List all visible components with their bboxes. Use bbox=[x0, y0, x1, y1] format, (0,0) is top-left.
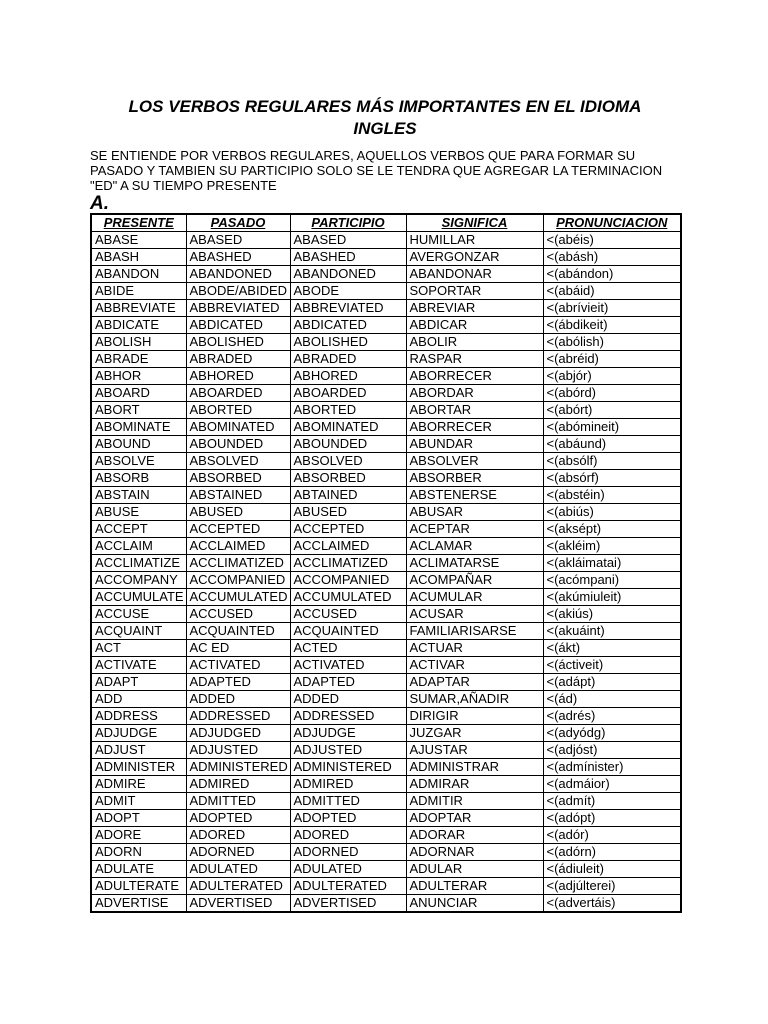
table-row bbox=[91, 538, 681, 555]
cell-pronunciacion: <(abáid) bbox=[543, 283, 681, 300]
cell-presente: ACCLIMATIZE bbox=[91, 555, 186, 572]
cell-participio: ABOLISHED bbox=[290, 334, 406, 351]
cell-pasado: ABOLISHED bbox=[186, 334, 290, 351]
cell-presente: ADMIT bbox=[91, 793, 186, 810]
cell-pronunciacion: <(abásh) bbox=[543, 249, 681, 266]
cell-pronunciacion: <(adyódg) bbox=[543, 725, 681, 742]
cell-participio: ABRADED bbox=[290, 351, 406, 368]
cell-pasado: ABORTED bbox=[186, 402, 290, 419]
cell-pronunciacion: <(adjúlterei) bbox=[543, 878, 681, 895]
cell-pronunciacion: <(ád) bbox=[543, 691, 681, 708]
cell-significa: ACLIMATARSE bbox=[406, 555, 543, 572]
cell-pasado: ABSOLVED bbox=[186, 453, 290, 470]
cell-pasado: ADULATED bbox=[186, 861, 290, 878]
cell-participio: ADMINISTERED bbox=[290, 759, 406, 776]
cell-pasado: ADORED bbox=[186, 827, 290, 844]
cell-presente: ABSORB bbox=[91, 470, 186, 487]
cell-presente: ABASH bbox=[91, 249, 186, 266]
cell-participio: ABODE bbox=[290, 283, 406, 300]
cell-significa: RASPAR bbox=[406, 351, 543, 368]
cell-presente: ACCOMPANY bbox=[91, 572, 186, 589]
cell-pasado: ABOUNDED bbox=[186, 436, 290, 453]
cell-significa: ACUSAR bbox=[406, 606, 543, 623]
cell-presente: ABOMINATE bbox=[91, 419, 186, 436]
cell-significa: FAMILIARISARSE bbox=[406, 623, 543, 640]
cell-presente: ADVERTISE bbox=[91, 895, 186, 913]
cell-significa: SUMAR,AÑADIR bbox=[406, 691, 543, 708]
cell-significa: ADMIRAR bbox=[406, 776, 543, 793]
cell-presente: ABOARD bbox=[91, 385, 186, 402]
cell-pasado: ADDED bbox=[186, 691, 290, 708]
cell-pronunciacion: <(absórf) bbox=[543, 470, 681, 487]
cell-participio: ABUSED bbox=[290, 504, 406, 521]
cell-significa: ACTIVAR bbox=[406, 657, 543, 674]
cell-participio: ABORTED bbox=[290, 402, 406, 419]
cell-presente: ADJUDGE bbox=[91, 725, 186, 742]
table-row bbox=[91, 436, 681, 453]
cell-significa: ABSORBER bbox=[406, 470, 543, 487]
cell-significa: ADMITIR bbox=[406, 793, 543, 810]
table-row bbox=[91, 232, 681, 249]
table-row bbox=[91, 708, 681, 725]
cell-pronunciacion: <(áctiveit) bbox=[543, 657, 681, 674]
cell-presente: ACCLAIM bbox=[91, 538, 186, 555]
cell-pasado: ABOARDED bbox=[186, 385, 290, 402]
cell-participio: ADJUSTED bbox=[290, 742, 406, 759]
cell-significa: ADMINISTRAR bbox=[406, 759, 543, 776]
cell-pasado: ACCLAIMED bbox=[186, 538, 290, 555]
cell-presente: ADORE bbox=[91, 827, 186, 844]
cell-pronunciacion: <(adópt) bbox=[543, 810, 681, 827]
cell-pronunciacion: <(acómpani) bbox=[543, 572, 681, 589]
cell-pasado: AC ED bbox=[186, 640, 290, 657]
cell-presente: ABSOLVE bbox=[91, 453, 186, 470]
column-header-participio: PARTICIPIO bbox=[290, 214, 406, 232]
cell-presente: ABASE bbox=[91, 232, 186, 249]
table-row bbox=[91, 572, 681, 589]
cell-pasado: ABANDONED bbox=[186, 266, 290, 283]
cell-significa: ABSOLVER bbox=[406, 453, 543, 470]
table-row bbox=[91, 810, 681, 827]
cell-pronunciacion: <(abórt) bbox=[543, 402, 681, 419]
cell-significa: ABORDAR bbox=[406, 385, 543, 402]
cell-significa: ADORNAR bbox=[406, 844, 543, 861]
cell-pronunciacion: <(abólish) bbox=[543, 334, 681, 351]
cell-presente: ADMINISTER bbox=[91, 759, 186, 776]
cell-presente: ADULTERATE bbox=[91, 878, 186, 895]
cell-pasado: ACCLIMATIZED bbox=[186, 555, 290, 572]
cell-participio: ABANDONED bbox=[290, 266, 406, 283]
column-header-presente: PRESENTE bbox=[91, 214, 186, 232]
cell-participio: ABHORED bbox=[290, 368, 406, 385]
cell-pasado: ACCOMPANIED bbox=[186, 572, 290, 589]
table-row bbox=[91, 589, 681, 606]
cell-participio: ADULATED bbox=[290, 861, 406, 878]
cell-participio: ABOMINATED bbox=[290, 419, 406, 436]
cell-pasado: ABASED bbox=[186, 232, 290, 249]
cell-presente: ABOUND bbox=[91, 436, 186, 453]
cell-participio: ACQUAINTED bbox=[290, 623, 406, 640]
table-row bbox=[91, 521, 681, 538]
table-row bbox=[91, 351, 681, 368]
table-row bbox=[91, 725, 681, 742]
cell-significa: ADOPTAR bbox=[406, 810, 543, 827]
cell-significa: ABDICAR bbox=[406, 317, 543, 334]
document-title bbox=[90, 96, 680, 140]
cell-participio: ACCUMULATED bbox=[290, 589, 406, 606]
table-row bbox=[91, 317, 681, 334]
cell-participio: ADULTERATED bbox=[290, 878, 406, 895]
table-row bbox=[91, 368, 681, 385]
cell-presente: ADMIRE bbox=[91, 776, 186, 793]
cell-significa: JUZGAR bbox=[406, 725, 543, 742]
cell-participio: ADJUDGE bbox=[290, 725, 406, 742]
cell-presente: ADORN bbox=[91, 844, 186, 861]
cell-pasado: ADVERTISED bbox=[186, 895, 290, 913]
cell-pasado: ABASHED bbox=[186, 249, 290, 266]
cell-pronunciacion: <(abándon) bbox=[543, 266, 681, 283]
cell-presente: ACTIVATE bbox=[91, 657, 186, 674]
cell-significa: AJUSTAR bbox=[406, 742, 543, 759]
cell-significa: ABORRECER bbox=[406, 419, 543, 436]
cell-presente: ACCUSE bbox=[91, 606, 186, 623]
cell-presente: ACCUMULATE bbox=[91, 589, 186, 606]
table-row bbox=[91, 300, 681, 317]
cell-significa: ABUNDAR bbox=[406, 436, 543, 453]
cell-pronunciacion: <(akléim) bbox=[543, 538, 681, 555]
cell-participio: ABSORBED bbox=[290, 470, 406, 487]
table-row bbox=[91, 776, 681, 793]
cell-significa: DIRIGIR bbox=[406, 708, 543, 725]
cell-significa: ADULTERAR bbox=[406, 878, 543, 895]
document-page bbox=[90, 96, 680, 913]
cell-significa: ACUMULAR bbox=[406, 589, 543, 606]
cell-pasado: ACQUAINTED bbox=[186, 623, 290, 640]
cell-presente: ABIDE bbox=[91, 283, 186, 300]
cell-pasado: ADJUDGED bbox=[186, 725, 290, 742]
section-letter: A. bbox=[90, 193, 109, 214]
table-row bbox=[91, 419, 681, 436]
cell-significa: AVERGONZAR bbox=[406, 249, 543, 266]
cell-significa: ACTUAR bbox=[406, 640, 543, 657]
cell-significa: ANUNCIAR bbox=[406, 895, 543, 913]
cell-participio: ACCOMPANIED bbox=[290, 572, 406, 589]
table-row bbox=[91, 827, 681, 844]
cell-presente: ADD bbox=[91, 691, 186, 708]
cell-pronunciacion: <(adórn) bbox=[543, 844, 681, 861]
table-header-row bbox=[91, 214, 681, 232]
cell-participio: ABASHED bbox=[290, 249, 406, 266]
column-header-pronunciacion: PRONUNCIACION bbox=[543, 214, 681, 232]
cell-presente: ADDRESS bbox=[91, 708, 186, 725]
table-row bbox=[91, 555, 681, 572]
cell-significa: ADORAR bbox=[406, 827, 543, 844]
cell-participio: ADDRESSED bbox=[290, 708, 406, 725]
column-header-pasado: PASADO bbox=[186, 214, 290, 232]
cell-pronunciacion: <(abómineit) bbox=[543, 419, 681, 436]
cell-participio: ADVERTISED bbox=[290, 895, 406, 913]
cell-pronunciacion: <(akiús) bbox=[543, 606, 681, 623]
cell-pasado: ACCUMULATED bbox=[186, 589, 290, 606]
cell-presente: ADULATE bbox=[91, 861, 186, 878]
cell-participio: ABASED bbox=[290, 232, 406, 249]
table-row bbox=[91, 895, 681, 913]
cell-participio: ADAPTED bbox=[290, 674, 406, 691]
cell-pronunciacion: <(abstéin) bbox=[543, 487, 681, 504]
cell-pasado: ADMINISTERED bbox=[186, 759, 290, 776]
table-row bbox=[91, 674, 681, 691]
cell-pronunciacion: <(ábdikeit) bbox=[543, 317, 681, 334]
cell-pronunciacion: <(advertáis) bbox=[543, 895, 681, 913]
cell-pasado: ABRADED bbox=[186, 351, 290, 368]
cell-significa: HUMILLAR bbox=[406, 232, 543, 249]
cell-pasado: ADOPTED bbox=[186, 810, 290, 827]
cell-presente: ABDICATE bbox=[91, 317, 186, 334]
cell-significa: ACOMPAÑAR bbox=[406, 572, 543, 589]
cell-participio: ABDICATED bbox=[290, 317, 406, 334]
cell-significa: SOPORTAR bbox=[406, 283, 543, 300]
cell-pasado: ACTIVATED bbox=[186, 657, 290, 674]
cell-participio: ADMIRED bbox=[290, 776, 406, 793]
cell-pasado: ADMIRED bbox=[186, 776, 290, 793]
cell-pasado: ABODE/ABIDED bbox=[186, 283, 290, 300]
cell-pasado: ADAPTED bbox=[186, 674, 290, 691]
cell-pasado: ADORNED bbox=[186, 844, 290, 861]
cell-participio: ACTIVATED bbox=[290, 657, 406, 674]
table-row bbox=[91, 283, 681, 300]
cell-significa: ABREVIAR bbox=[406, 300, 543, 317]
table-row bbox=[91, 640, 681, 657]
cell-pronunciacion: <(ádiuleit) bbox=[543, 861, 681, 878]
cell-participio: ACCLAIMED bbox=[290, 538, 406, 555]
title-line-2: INGLES bbox=[353, 119, 417, 138]
table-row bbox=[91, 249, 681, 266]
cell-pronunciacion: <(adápt) bbox=[543, 674, 681, 691]
cell-pronunciacion: <(absólf) bbox=[543, 453, 681, 470]
cell-pasado: ABUSED bbox=[186, 504, 290, 521]
cell-presente: ADAPT bbox=[91, 674, 186, 691]
cell-pronunciacion: <(akuáint) bbox=[543, 623, 681, 640]
cell-pronunciacion: <(abáund) bbox=[543, 436, 681, 453]
cell-pronunciacion: <(abórd) bbox=[543, 385, 681, 402]
verbs-table bbox=[90, 213, 682, 913]
cell-pronunciacion: <(akláimatai) bbox=[543, 555, 681, 572]
cell-pronunciacion: <(abrívieit) bbox=[543, 300, 681, 317]
table-body bbox=[91, 232, 681, 913]
cell-participio: ACCLIMATIZED bbox=[290, 555, 406, 572]
cell-participio: ADORNED bbox=[290, 844, 406, 861]
cell-pasado: ADULTERATED bbox=[186, 878, 290, 895]
cell-significa: ABOLIR bbox=[406, 334, 543, 351]
cell-pasado: ACCUSED bbox=[186, 606, 290, 623]
cell-significa: ADULAR bbox=[406, 861, 543, 878]
cell-participio: ADDED bbox=[290, 691, 406, 708]
cell-significa: ABUSAR bbox=[406, 504, 543, 521]
cell-pasado: ABSTAINED bbox=[186, 487, 290, 504]
cell-pronunciacion: <(abjór) bbox=[543, 368, 681, 385]
cell-pronunciacion: <(abéis) bbox=[543, 232, 681, 249]
cell-presente: ABRADE bbox=[91, 351, 186, 368]
cell-participio: ACCEPTED bbox=[290, 521, 406, 538]
cell-presente: ABUSE bbox=[91, 504, 186, 521]
cell-presente: ACQUAINT bbox=[91, 623, 186, 640]
cell-participio: ABTAINED bbox=[290, 487, 406, 504]
table-row bbox=[91, 657, 681, 674]
cell-participio: ADORED bbox=[290, 827, 406, 844]
table-row bbox=[91, 759, 681, 776]
cell-pronunciacion: <(adjóst) bbox=[543, 742, 681, 759]
cell-participio: ADMITTED bbox=[290, 793, 406, 810]
cell-pasado: ADDRESSED bbox=[186, 708, 290, 725]
table-row bbox=[91, 470, 681, 487]
cell-pronunciacion: <(abréid) bbox=[543, 351, 681, 368]
table-row bbox=[91, 742, 681, 759]
cell-participio: ADOPTED bbox=[290, 810, 406, 827]
cell-significa: ADAPTAR bbox=[406, 674, 543, 691]
table-row bbox=[91, 861, 681, 878]
cell-pronunciacion: <(admít) bbox=[543, 793, 681, 810]
cell-presente: ABSTAIN bbox=[91, 487, 186, 504]
table-row bbox=[91, 623, 681, 640]
cell-participio: ABBREVIATED bbox=[290, 300, 406, 317]
cell-significa: ABORTAR bbox=[406, 402, 543, 419]
cell-significa: ACLAMAR bbox=[406, 538, 543, 555]
cell-presente: ADOPT bbox=[91, 810, 186, 827]
table-row bbox=[91, 878, 681, 895]
cell-pasado: ADJUSTED bbox=[186, 742, 290, 759]
cell-pronunciacion: <(aksépt) bbox=[543, 521, 681, 538]
cell-pasado: ACCEPTED bbox=[186, 521, 290, 538]
table-row bbox=[91, 385, 681, 402]
cell-pronunciacion: <(ákt) bbox=[543, 640, 681, 657]
cell-pronunciacion: <(adór) bbox=[543, 827, 681, 844]
cell-pronunciacion: <(abiús) bbox=[543, 504, 681, 521]
cell-pronunciacion: <(akúmiuleit) bbox=[543, 589, 681, 606]
cell-pronunciacion: <(admínister) bbox=[543, 759, 681, 776]
cell-presente: ABBREVIATE bbox=[91, 300, 186, 317]
cell-presente: ABOLISH bbox=[91, 334, 186, 351]
cell-participio: ABOUNDED bbox=[290, 436, 406, 453]
cell-presente: ABORT bbox=[91, 402, 186, 419]
cell-pasado: ABDICATED bbox=[186, 317, 290, 334]
table-row bbox=[91, 844, 681, 861]
table-row bbox=[91, 606, 681, 623]
cell-pasado: ABHORED bbox=[186, 368, 290, 385]
cell-significa: ABANDONAR bbox=[406, 266, 543, 283]
cell-presente: ADJUST bbox=[91, 742, 186, 759]
cell-pronunciacion: <(adrés) bbox=[543, 708, 681, 725]
cell-significa: ABORRECER bbox=[406, 368, 543, 385]
table-row bbox=[91, 402, 681, 419]
cell-pasado: ADMITTED bbox=[186, 793, 290, 810]
column-header-significa: SIGNIFICA bbox=[406, 214, 543, 232]
table-row bbox=[91, 266, 681, 283]
intro-paragraph: SE ENTIENDE POR VERBOS REGULARES, AQUELLOS VERBOS QUE PARA FORMAR SU PASADO Y TAMBIEN SU PARTICIPIO SOLO SE LE TENDRA QUE AGREGAR LA TERMINACION "ED" A SU TIEMPO PRESENTE bbox=[90, 148, 663, 193]
table-row bbox=[91, 453, 681, 470]
title-line-1: LOS VERBOS REGULARES MÁS IMPORTANTES EN EL IDIOMA bbox=[128, 97, 642, 116]
cell-pasado: ABSORBED bbox=[186, 470, 290, 487]
cell-participio: ACCUSED bbox=[290, 606, 406, 623]
table-row bbox=[91, 504, 681, 521]
cell-significa: ACEPTAR bbox=[406, 521, 543, 538]
cell-presente: ACCEPT bbox=[91, 521, 186, 538]
cell-pasado: ABBREVIATED bbox=[186, 300, 290, 317]
cell-presente: ACT bbox=[91, 640, 186, 657]
table-row bbox=[91, 691, 681, 708]
cell-participio: ABSOLVED bbox=[290, 453, 406, 470]
cell-significa: ABSTENERSE bbox=[406, 487, 543, 504]
cell-presente: ABANDON bbox=[91, 266, 186, 283]
cell-pronunciacion: <(admáior) bbox=[543, 776, 681, 793]
table-row bbox=[91, 334, 681, 351]
table-row bbox=[91, 487, 681, 504]
cell-participio: ABOARDED bbox=[290, 385, 406, 402]
table-row bbox=[91, 793, 681, 810]
cell-participio: ACTED bbox=[290, 640, 406, 657]
cell-pasado: ABOMINATED bbox=[186, 419, 290, 436]
cell-presente: ABHOR bbox=[91, 368, 186, 385]
